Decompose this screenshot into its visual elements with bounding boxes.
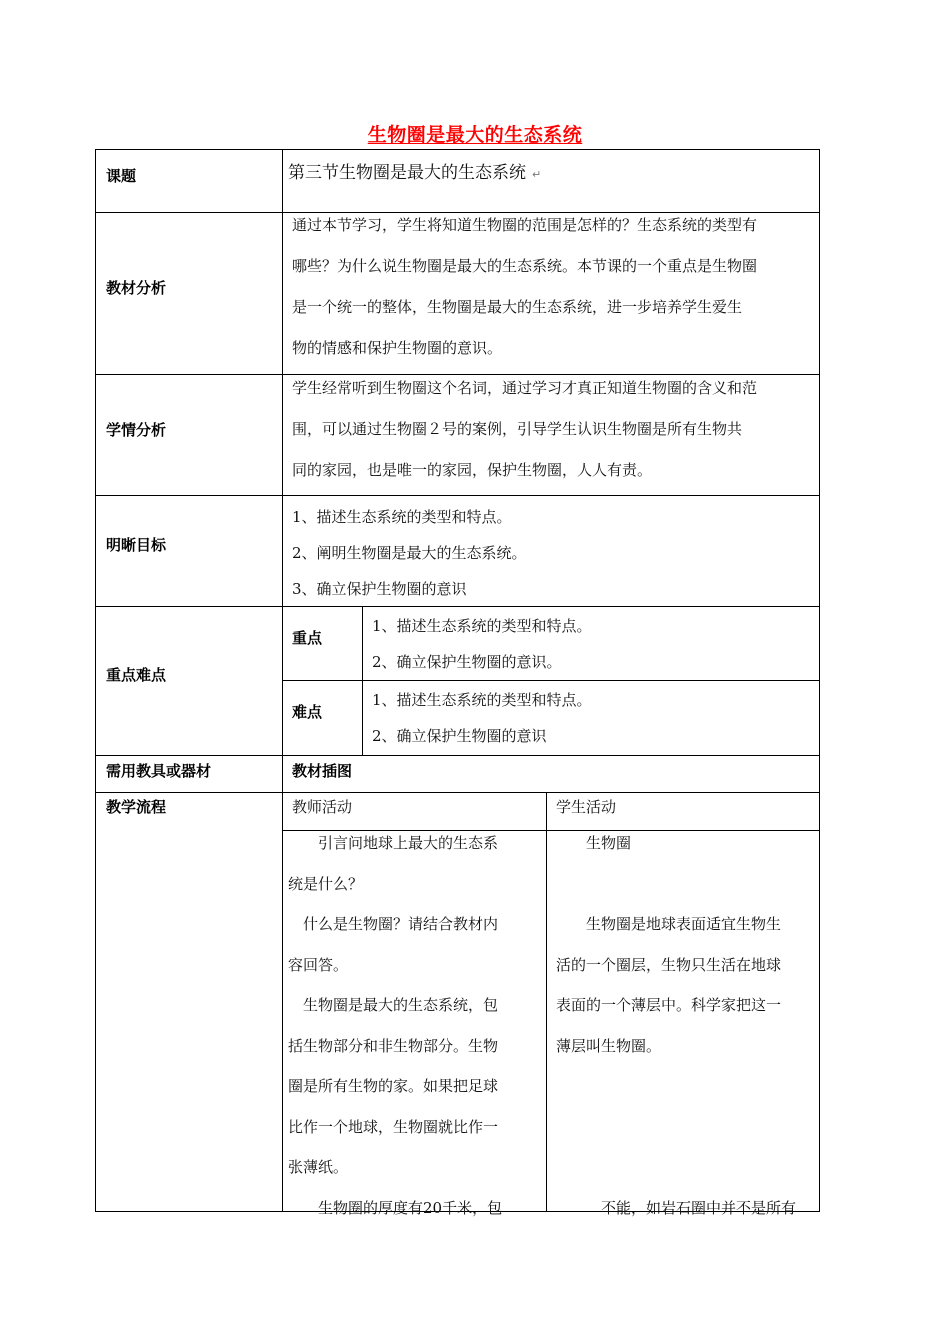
student-analysis-label: 学情分析 xyxy=(106,421,167,439)
teacher-activity-text xyxy=(288,823,502,1228)
goals-label: 明晰目标 xyxy=(106,536,167,554)
subrow-divider xyxy=(283,680,820,681)
text-line: 生物圈 xyxy=(556,834,632,852)
key-points-label: 重点 xyxy=(292,629,323,647)
goal-item: 1、描述生态系统的类型和特点。 xyxy=(292,508,512,526)
key-points-list xyxy=(372,608,592,680)
text-line xyxy=(556,864,796,905)
student-activity-text xyxy=(556,823,796,1228)
text-line: 括生物部分和非生物部分。生物 xyxy=(288,1036,499,1055)
difficult-points-label: 难点 xyxy=(292,703,323,721)
topic-label: 课题 xyxy=(106,167,137,185)
process-label: 教学流程 xyxy=(106,798,167,816)
text-line xyxy=(556,1147,796,1188)
text-line: 生物圈的厚度有20千米，包 xyxy=(288,1198,503,1217)
text-line: 不能，如岩石圈中并不是所有 xyxy=(556,1198,797,1217)
column-divider xyxy=(282,149,283,1212)
key-point-item: 2、确立保护生物圈的意识。 xyxy=(372,653,562,671)
goals-list xyxy=(292,499,527,607)
text-line: 生物圈是最大的生态系统，包 xyxy=(288,996,499,1014)
text-line: 引言问地球上最大的生态系 xyxy=(288,834,499,852)
text-line: 活的一个圈层，生物只生活在地球 xyxy=(556,955,782,974)
materials-label: 需用教具或器材 xyxy=(106,762,212,780)
page-title: 生物圈是最大的生态系统 xyxy=(367,124,583,146)
difficult-point-item: 2、确立保护生物圈的意识 xyxy=(372,727,547,745)
topic-text: 第三节生物圈是最大的生态系统 xyxy=(288,163,526,183)
subcolumn-divider xyxy=(546,792,547,1212)
text-line: 比作一个地球，生物圈就比作一 xyxy=(288,1117,499,1136)
textbook-analysis-label: 教材分析 xyxy=(106,279,167,297)
text-line: 学生经常听到生物圈这个名词，通过学习才真正知道生物圈的含义和范 xyxy=(292,379,758,397)
text-line: 哪些？为什么说生物圈是最大的生态系统。本节课的一个重点是生物圈 xyxy=(292,257,758,275)
text-line: 容回答。 xyxy=(288,955,349,974)
text-line: 张薄纸。 xyxy=(288,1158,349,1176)
text-line: 是一个统一的整体，生物圈是最大的生态系统，进一步培养学生爱生 xyxy=(292,298,743,316)
text-line: 统是什么？ xyxy=(288,874,364,893)
subcolumn-divider xyxy=(362,606,363,755)
difficult-points-list xyxy=(372,682,592,754)
row-divider xyxy=(95,755,820,756)
text-line: 薄层叫生物圈。 xyxy=(556,1036,662,1055)
text-line: 物的情感和保护生物圈的意识。 xyxy=(292,339,503,357)
student-analysis-text xyxy=(292,368,757,491)
goal-item: 2、阐明生物圈是最大的生态系统。 xyxy=(292,544,527,562)
row-divider xyxy=(95,495,820,496)
text-line xyxy=(556,1066,796,1107)
text-line: 通过本节学习，学生将知道生物圈的范围是怎样的？生态系统的类型有 xyxy=(292,216,758,234)
text-line: 表面的一个薄层中。科学家把这一 xyxy=(556,996,782,1014)
text-line: 什么是生物圈？请结合教材内 xyxy=(288,915,499,933)
text-line: 圈是所有生物的家。如果把足球 xyxy=(288,1077,499,1095)
text-line: 围，可以通过生物圈２号的案例，引导学生认识生物圈是所有生物共 xyxy=(292,420,743,438)
teacher-activity-header: 教师活动 xyxy=(292,798,353,816)
text-line xyxy=(556,1107,796,1148)
key-point-item: 1、描述生态系统的类型和特点。 xyxy=(372,617,592,635)
text-line: 同的家园，也是唯一的家园，保护生物圈，人人有责。 xyxy=(292,461,653,479)
table-border-right xyxy=(819,149,820,1212)
student-activity-header: 学生活动 xyxy=(556,798,617,816)
text-line: 生物圈是地球表面适宜生物生 xyxy=(556,915,782,933)
row-divider xyxy=(95,792,820,793)
key-difficult-label: 重点难点 xyxy=(106,666,167,684)
topic-value xyxy=(288,158,541,183)
table-border-top xyxy=(95,149,820,150)
table-border-left xyxy=(95,149,96,1212)
paragraph-mark: ↵ xyxy=(532,168,542,181)
difficult-point-item: 1、描述生态系统的类型和特点。 xyxy=(372,691,592,709)
textbook-analysis-text xyxy=(292,205,757,369)
goal-item: 3、确立保护生物圈的意识 xyxy=(292,580,467,598)
materials-value: 教材插图 xyxy=(292,762,353,780)
